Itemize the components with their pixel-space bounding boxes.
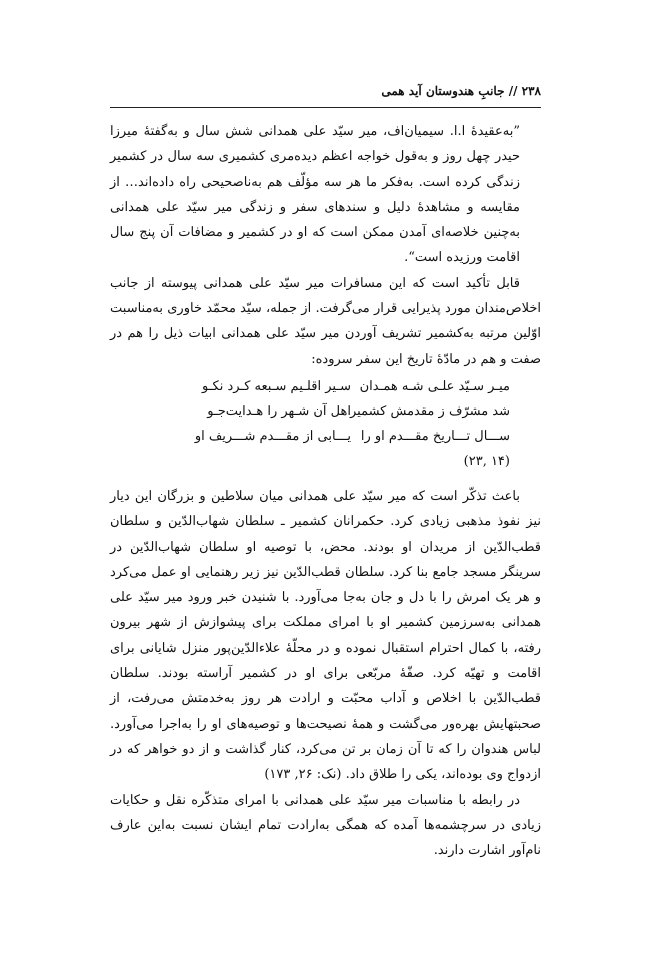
poem	[110, 374, 541, 474]
page-number: ۲۳۸	[521, 84, 541, 98]
paragraph-3: در رابطه با مناسبات میر سیّد علی همدانی با امرای متذکّره نقل و حکایات زیادی در سرچشمه‌ها آمده که همگی به‌ارادت تمام ایشان نسبت به‌این عارف نام‌آور اشارت دارند.	[110, 792, 541, 859]
poem-line-1	[110, 374, 510, 399]
hemistich-1: شد مشرّف ز مقدمش کشمیر	[349, 403, 510, 419]
hemistich-2: یـــابی از مقـــدم شـــریف او	[194, 428, 351, 444]
block-quote: ”به‌عقیدهٔ ا.ا. سیمیان‌اف، میر سیّد علی همدانی شش سال و به‌گفتهٔ میرزا حیدر چهل روز و به‌قول خواجه اعظم دیده‌مری کشمیری سه سال در کشمیر زندگی کرده است. به‌فکر ما هر سه مؤلّف هم به‌ناصحیحی راه داده‌اند… از مقایسه و مشاهدهٔ دلیل و سندهای سفر و زندگی میر سیّد علی همدانی به‌چنین خلاصه‌ای آمدن ممکن است که او در کشمیر و مضافات آن پنج سال اقامت ورزیده است“.	[110, 124, 520, 266]
header-rule	[110, 107, 541, 108]
main-text	[110, 119, 541, 863]
poem-line-3	[110, 424, 510, 449]
hemistich-1: میـر سـیّد علـی شـه همـدان	[359, 378, 510, 394]
hemistich-2: اهل آن شـهر را هـدایت‌جـو	[207, 403, 351, 419]
running-header	[110, 84, 541, 98]
poem-line-2	[110, 399, 510, 424]
paragraph-2: باعث تذکّر است که میر سیّد علی همدانی میان سلاطین و بزرگان این دیار نیز نفوذ مذهبی زیادی کرد. حکمرانان کشمیر ـ سلطان شهاب‌الدّین و سلطان قطب‌الدّین از مریدان او بودند. محض، با توصیه او سلطان شهاب‌الدّین در سرینگر مسجد جامع بنا کرد. سلطان قطب‌الدّین نیز زیر رهنمایی او عمل می‌کرد و هر یک امرش را با دل و جان به‌جا می‌آورد. با شنیدن خبر ورود میر سیّد علی همدانی به‌سرزمین کشمیر او با امرای مملکت برای پیشوازش از شهر بیرون رفته، با کمال احترام استقبال نموده و در محلّهٔ علاءالدّین‌پور منزل شایانی برای اقامت و تهیّه کرد. صفّهٔ مربّعی برای او در کشمیر آراسته بودند. سلطان قطب‌الدّین با اخلاص و آداب محبّت و ارادت هر روز به‌خدمتش می‌رفت، از صحبتهایش بهره‌ور می‌گشت و همهٔ نصیحت‌ها و توصیه‌های او را به‌اجرا می‌آورد. لباس هندوان را که تا آن زمان بر تن می‌کرد، کنار گذاشت و از دو خواهر که در ازدواج وی بوده‌اند، یکی را طلاق داد. (نک: ۲۶, ۱۷۳)	[110, 488, 541, 783]
hemistich-1: ســـال تـــاریخ مقـــدم او را	[360, 428, 510, 444]
poem-citation: (۱۴ ,۲۳)	[463, 453, 510, 469]
hemistich-2: سـیر اقلـیم سـبعه کـرد نکـو	[202, 378, 351, 394]
paragraph-1: قابل تأکید است که این مسافرات میر سیّد علی همدانی پیوسته از جانب اخلاص‌مندان مورد پذیرایی قرار می‌گرفت. از جمله، سیّد محمّد خاوری به‌مناسبت اوّلین مرتبه به‌کشمیر تشریف آوردن میر سیّد علی همدانی ابیات ذیل را هم در صفت و هم در مادّهٔ تاریخ این سفر سروده:	[110, 275, 541, 367]
running-title: جانبِ هندوستان آید همی	[381, 84, 505, 98]
header-separator: //	[508, 84, 518, 98]
